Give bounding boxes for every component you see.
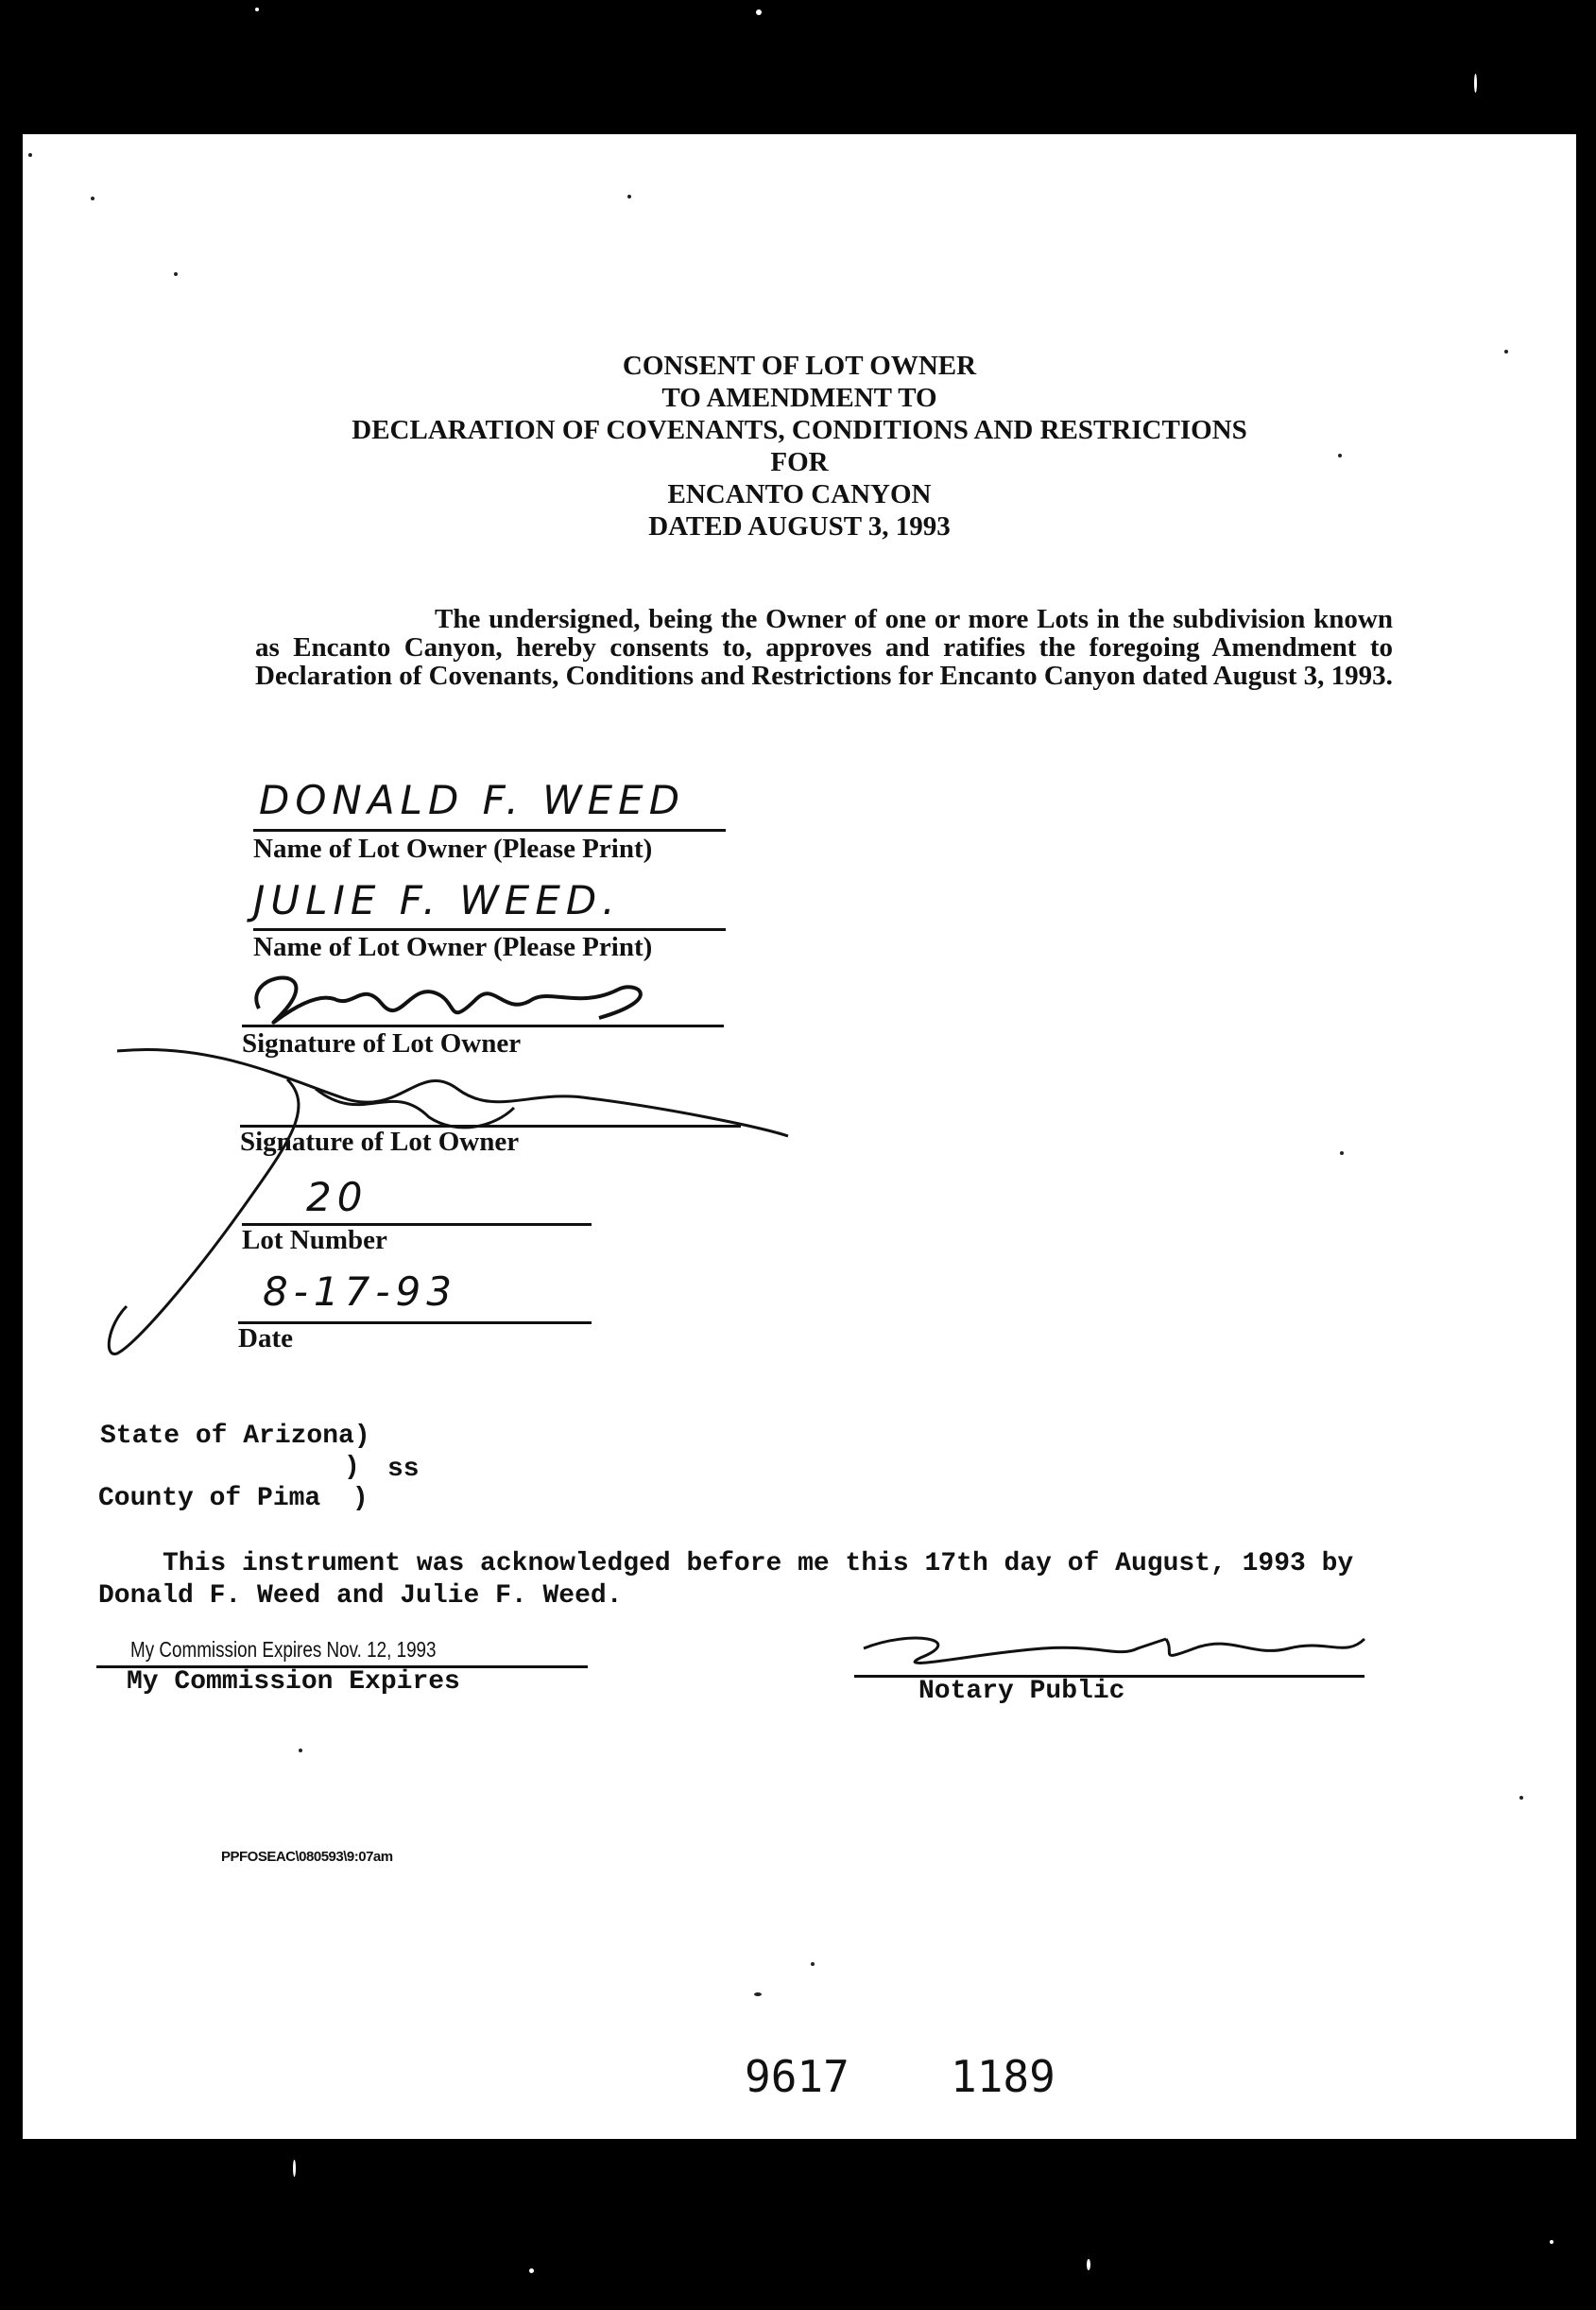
venue-county: County of Pima ) (98, 1484, 369, 1513)
venue-state: State of Arizona) (100, 1422, 370, 1451)
owner-name-2-value: JULIE F. WEED. (253, 877, 621, 923)
heading-line-1: CONSENT OF LOT OWNER (622, 351, 977, 381)
signature-2-mark (98, 1042, 798, 1439)
owner-name-1-label: Name of Lot Owner (Please Print) (253, 834, 653, 864)
document-page (23, 134, 1576, 2139)
signature-2-label: Signature of Lot Owner (240, 1127, 520, 1157)
commission-label: My Commission Expires (127, 1667, 460, 1697)
acknowledgment-text: This instrument was acknowledged before me this 17th day of August, 1993 by Donald F. Weed and Julie F. Weed. (98, 1549, 1354, 1611)
lot-number-label: Lot Number (242, 1225, 387, 1255)
commission-stamp: My Commission Expires Nov. 12, 1993 (130, 1637, 437, 1662)
consent-paragraph: The undersigned, being the Owner of one or more Lots in the subdivision known as Encanto Canyon, hereby consents to, approves and ratifies the foregoing Amendment to Declaration of Covenants, Conditions and Restrictions for Encanto Canyon dated August 3, 1993. (255, 604, 1393, 691)
venue-paren: ) (344, 1453, 360, 1482)
heading-line-4: FOR (770, 447, 829, 477)
owner-name-2-label: Name of Lot Owner (Please Print) (253, 932, 653, 962)
notary-signature (854, 1620, 1383, 1677)
bates-number-left: 9617 (745, 2051, 849, 2102)
owner-name-1-line (253, 829, 726, 832)
signature-1-label: Signature of Lot Owner (242, 1028, 522, 1059)
signature-1-line (242, 1025, 724, 1027)
heading-line-5: ENCANTO CANYON (667, 479, 932, 509)
notary-label: Notary Public (918, 1677, 1125, 1706)
date-label: Date (238, 1323, 293, 1353)
heading-line-6: DATED AUGUST 3, 1993 (648, 511, 951, 542)
heading-line-3: DECLARATION OF COVENANTS, CONDITIONS AND RESTRICTIONS (352, 415, 1247, 445)
heading-line-2: TO AMENDMENT TO (661, 383, 937, 413)
venue-ss: ss (387, 1455, 420, 1484)
owner-name-2-line (253, 928, 726, 931)
owner-name-1-value: DONALD F. WEED (259, 777, 686, 823)
file-code: PPFOSEAC\080593\9:07am (221, 1849, 393, 1865)
bates-number-right: 1189 (951, 2051, 1055, 2102)
date-value: 8-17-93 (263, 1268, 457, 1315)
lot-number-value: 20 (306, 1174, 369, 1220)
